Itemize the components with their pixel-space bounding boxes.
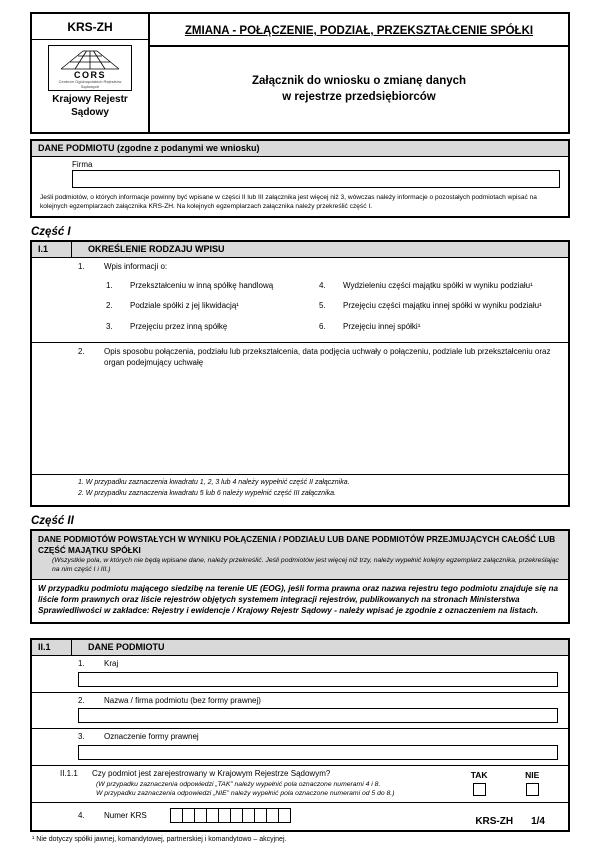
question-label: Czy podmiot jest zarejestrowany w Krajowym Rejestrze Sądowym? (92, 769, 331, 779)
option-6-label: Przejęciu innej spółki¹ (343, 321, 421, 331)
question-krs-registered-row (32, 766, 568, 803)
part1-heading: Część I (31, 226, 71, 239)
question-text-block (32, 766, 452, 802)
firma-field (32, 157, 568, 192)
form-title: ZMIANA - POŁĄCZENIE, PODZIAŁ, PRZEKSZTAŁCENIE SPÓŁKI (184, 25, 534, 37)
footer-form-code: KRS-ZH (475, 816, 514, 827)
form-subtitle-line2: w rejestrze przedsiębiorców (282, 90, 436, 103)
field-forma-prawna (32, 729, 568, 766)
footnote: ¹ Nie dotyczy spółki jawnej, komandytowej, partnerskiej i komandytowo – akcyjnej. (32, 835, 287, 843)
question-note-2: W przypadku zaznaczenia odpowiedzi „NIE” należy wypełnić pola oznaczone numerami od 5 do 8.) (96, 789, 395, 797)
part1-note-2: 2. W przypadku zaznaczenia kwadratu 5 lub 6 należy wypełnić część III załącznika. (78, 489, 336, 497)
option-tak (471, 770, 488, 798)
nie-label: NIE (525, 770, 540, 781)
option-przeksztalcenie (78, 281, 319, 291)
footer-page-number: 1/4 (531, 816, 545, 827)
field-forma-label: Oznaczenie formy prawnej (104, 732, 199, 742)
option-4-number: 4. (319, 280, 326, 290)
part2-heading: Część II (31, 514, 74, 527)
org-name: Krajowy Rejestr Sądowy (52, 94, 128, 118)
field-kraj-label: Kraj (104, 658, 119, 668)
form-subtitle-line1: Załącznik do wniosku o zmianę danych (251, 75, 467, 88)
tak-checkbox[interactable] (473, 783, 486, 796)
part2-header-block (32, 531, 568, 580)
dane-podmiotu-header: DANE PODMIOTU (zgodne z podanymi we wniosku) (32, 141, 568, 157)
part2-section-title: DANE PODMIOTU (88, 641, 165, 652)
part2-dane-podmiotu-section (30, 638, 570, 832)
nazwa-input[interactable] (78, 708, 558, 723)
part1-options-right-column (319, 281, 560, 342)
part1-section-bar (32, 242, 568, 258)
part1-description-row[interactable] (32, 342, 568, 474)
tak-label: TAK (470, 770, 488, 781)
form-code: KRS-ZH (32, 14, 148, 40)
part2-header-section (30, 529, 570, 624)
logo-text: CORS (73, 70, 106, 80)
firma-input[interactable] (72, 170, 560, 188)
option-3-number: 3. (106, 321, 113, 331)
dane-podmiotu-section (30, 139, 570, 218)
option-2-label: Podziale spółki z jej likwidacją¹ (130, 301, 239, 311)
part1-item1-label: Wpis informacji o: (104, 262, 168, 272)
field-nazwa-label: Nazwa / firma podmiotu (bez formy prawnej) (104, 695, 261, 705)
page-footer (475, 816, 545, 827)
part1-options (78, 281, 560, 342)
option-wydzielenie-majatku (319, 281, 560, 291)
option-5-number: 5. (319, 301, 326, 311)
nie-checkbox[interactable] (526, 783, 539, 796)
part2-section-code: II.1 (32, 640, 72, 655)
kraj-input[interactable] (78, 672, 558, 687)
option-6-number: 6. (319, 321, 326, 331)
option-przejecie-przez-inna (78, 322, 319, 332)
krs-digit-box[interactable] (278, 808, 291, 823)
part1-section-code: I.1 (32, 242, 72, 257)
part1-notes (32, 474, 568, 505)
form-subtitle (150, 47, 568, 132)
part1-options-left-column (78, 281, 319, 342)
part2-eu-note: W przypadku podmiotu mającego siedzibę na terenie UE (EOG), jeśli forma prawna oraz nazwa rejestru tego podmiotu znajduje się na liście form prawnych oraz liście rejestrów objętych systemem integracji rejestrów, publikowanych na stronach Ministerstwa Sprawiedliwości w zakładce: Rejestry i ewidencje / Krajowy Rejestr Sądowy - należy wpisać je zgodnie z oznaczeniem na listach. (38, 583, 559, 615)
option-1-label: Przekształceniu w inną spółkę handlową (130, 280, 274, 290)
part1-section-title: OKREŚLENIE RODZAJU WPISU (88, 244, 225, 255)
form-header (30, 12, 570, 134)
part2-header-title: DANE PODMIOTÓW POWSTAŁYCH W WYNIKU POŁĄCZENIA / PODZIAŁU LUB DANE PODMIOTÓW PRZEJMUJĄCYCH CAŁOŚĆ LUB CZĘŚĆ MAJĄTKU SPÓŁKI (38, 534, 556, 555)
part1-item2 (78, 347, 558, 369)
part1-entry-type-row (32, 258, 568, 342)
part1-item1 (78, 262, 560, 273)
field-kraj-number: 1. (78, 658, 85, 668)
option-4-label: Wydzieleniu części majątku spółki w wyniku podziału¹ (343, 280, 533, 290)
option-przejecie-czesci-majatku (319, 301, 560, 311)
field-kraj (32, 656, 568, 693)
option-3-label: Przejęciu przez inną spółkę (130, 321, 228, 331)
form-title-cell (150, 14, 568, 47)
yes-no-options (452, 766, 568, 802)
field-nazwa-number: 2. (78, 695, 85, 705)
option-przejecie-innej-spolki (319, 322, 560, 332)
option-2-number: 2. (106, 301, 113, 311)
option-1-number: 1. (106, 280, 113, 290)
header-right-column (150, 14, 568, 132)
part2-section-bar (32, 640, 568, 656)
part1-item1-number: 1. (78, 262, 85, 272)
field-krs-label: Numer KRS (104, 810, 147, 820)
part1-item2-label: Opis sposobu połączenia, podziału lub przekształcenia, data podjęcia uchwały o połączeniu, podziale lub przekształceniu oraz organ podejmujący uchwałę (104, 347, 551, 367)
part1-note-1: 1. W przypadku zaznaczenia kwadratu 1, 2, 3 lub 4 należy wypełnić część II załącznika. (78, 479, 350, 487)
part2-header-note: (Wszystkie pola, w których nie będą wpisane dane, należy przekreślić. Jeśli podmiotów jest więcej niż trzy, należy wypełnić kolejny egzemplarz załącznika, przekreślając na nim część I i III.) (52, 556, 559, 573)
cors-logo (48, 45, 132, 91)
part1-item2-number: 2. (78, 347, 85, 357)
dane-podmiotu-note: Jeśli podmiotów, o których informacje powinny być wpisane w części II lub III załącznika jest więcej niż 3, wówczas należy informacje o pozostałych podmiotach wpisać na kolejnych egzemplarzach załącznika KRS-ZH. Na kolejnych egzemplarzach załącznika należy przekreślić część I. (40, 194, 537, 210)
option-5-label: Przejęciu części majątku innej spółki w wyniku podziału¹ (343, 301, 542, 311)
grid-logo-icon (57, 48, 123, 70)
forma-input[interactable] (78, 745, 558, 760)
header-left-column (32, 14, 150, 132)
part1-section (30, 240, 570, 507)
option-podzial-likwidacja (78, 301, 319, 311)
field-krs-number: 4. (78, 810, 85, 820)
option-nie (525, 770, 539, 798)
field-nazwa-firma (32, 693, 568, 730)
question-note-1: (W przypadku zaznaczenia odpowiedzi „TAK” należy wypełnić pola oznaczone numerami 4 i 8. (96, 780, 381, 788)
field-forma-number: 3. (78, 732, 85, 742)
firma-label: Firma (72, 160, 93, 169)
question-code: II.1.1 (60, 769, 78, 779)
logo-area (32, 40, 148, 132)
krs-number-input (170, 808, 291, 823)
logo-subtext: Centrum Ogólnopolskich Rejestrów Sądowych (58, 79, 122, 89)
